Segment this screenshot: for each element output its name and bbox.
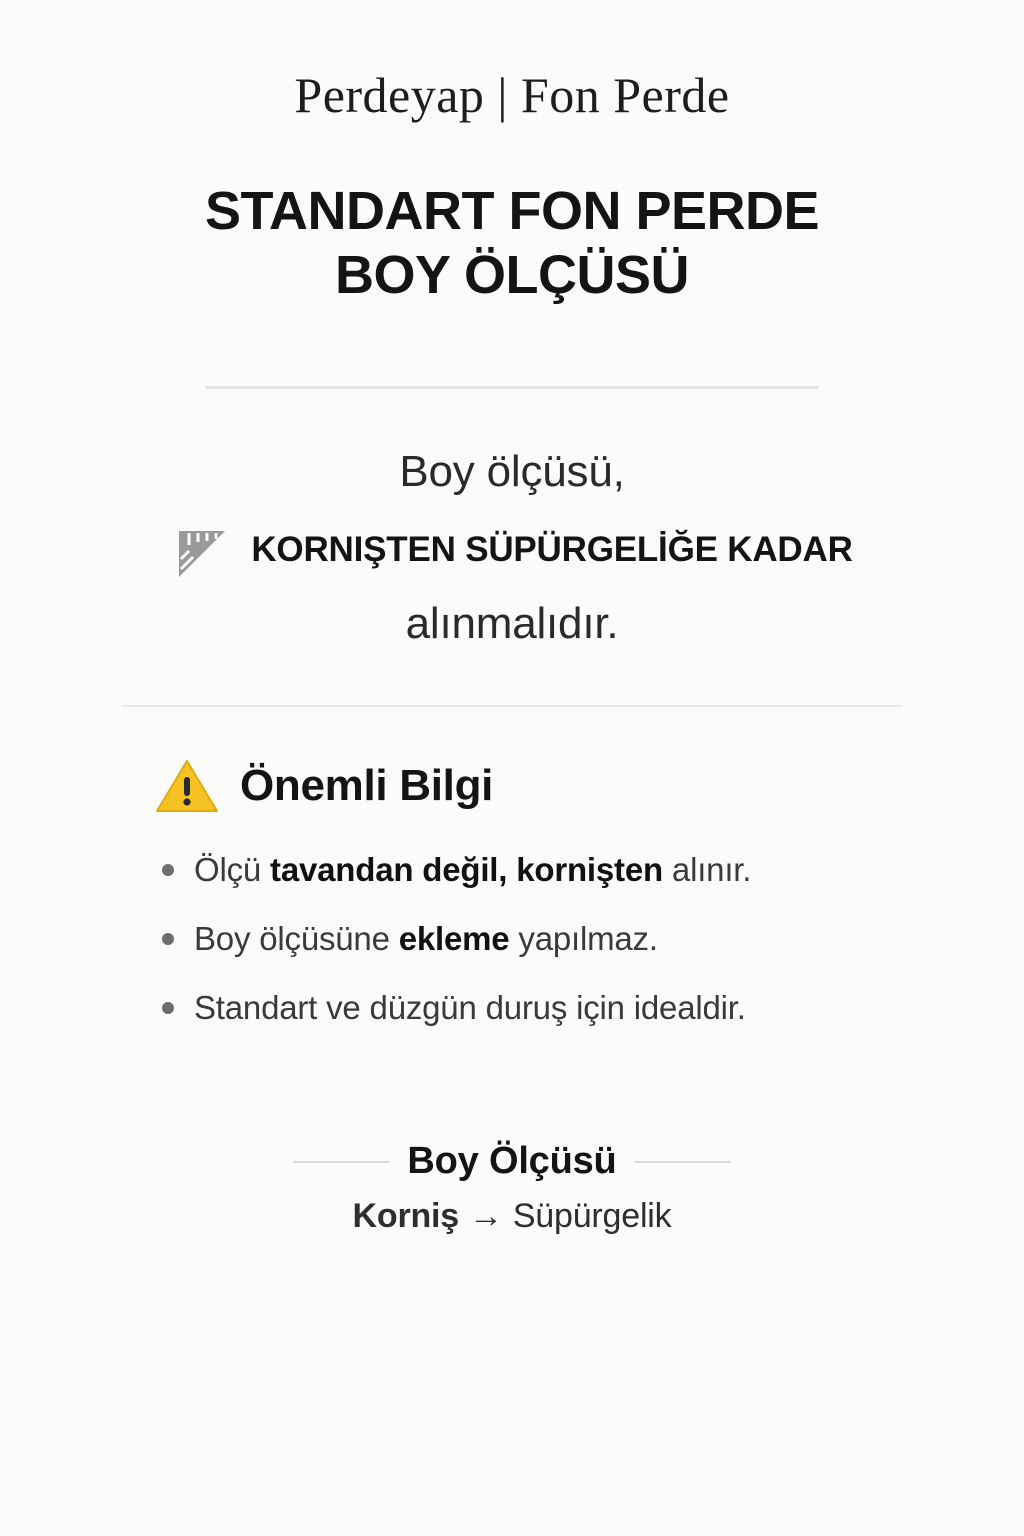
page-title-line-1: STANDART FON PERDE — [204, 181, 819, 241]
measure-summary — [70, 1140, 954, 1236]
measure-summary-title: Boy Ölçüsü — [407, 1140, 617, 1183]
important-info-list — [122, 849, 902, 1029]
important-info-header — [122, 757, 902, 815]
lead-line-3: alınmalıdır. — [405, 598, 619, 648]
measure-to: Süpürgelik — [512, 1197, 672, 1236]
bullet-text-pre: Standart ve düzgün duruş için idealdir. — [194, 989, 746, 1027]
lead-emphasis: KORNIŞTEN SÜPÜRGELİĞE KADAR — [251, 529, 853, 569]
important-info-section — [122, 757, 902, 1057]
ruler-triangle-icon — [171, 519, 233, 581]
measure-summary-path — [70, 1197, 954, 1236]
bullet-text-pre: Ölçü — [194, 850, 271, 888]
footer-rule-right — [635, 1161, 731, 1163]
arrow-right-icon: → — [469, 1197, 503, 1236]
warning-triangle-icon — [154, 757, 220, 815]
lead-line-1: Boy ölçüsü, — [399, 446, 625, 496]
measure-summary-header — [70, 1140, 954, 1183]
bullet-text-post: yapılmaz. — [509, 919, 658, 957]
brand-title: Perdeyap | Fon Perde — [294, 67, 730, 123]
bullet-text-strong: ekleme — [398, 919, 510, 957]
bullet-text-strong: tavandan değil, kornişten — [270, 850, 663, 888]
lead-block — [70, 447, 954, 649]
section-divider — [122, 705, 902, 707]
list-item — [158, 849, 902, 890]
important-info-title: Önemli Bilgi — [240, 760, 494, 810]
page-title — [205, 180, 819, 307]
bullet-text-pre: Boy ölçüsüne — [194, 919, 399, 957]
list-item — [158, 987, 902, 1028]
page-title-line-2: BOY ÖLÇÜSÜ — [334, 244, 690, 305]
list-item — [158, 918, 902, 959]
footer-rule-left — [293, 1161, 389, 1163]
title-divider — [205, 386, 819, 389]
measure-from: Korniş — [352, 1197, 459, 1236]
lead-line-2 — [70, 519, 954, 581]
bullet-text-post: alınır. — [662, 850, 752, 888]
